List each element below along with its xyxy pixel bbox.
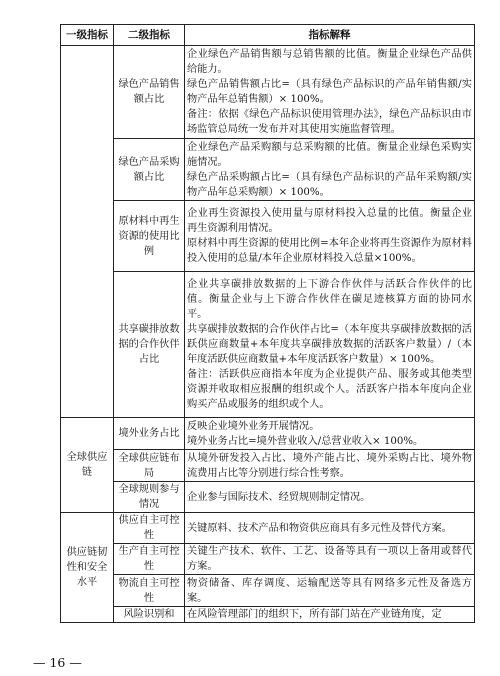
explanation-para: 物资储备、库存调度、运输配送等具有网络多元性及备选方案。: [187, 577, 472, 604]
table-row: [61, 139, 475, 201]
header-level1: 一级指标: [61, 25, 114, 46]
explanation-cell: [185, 513, 475, 544]
level2-cell: 境外业务占比: [114, 418, 185, 450]
explanation-para: 从境外研发投入占比、境外产能占比、境外采购占比、境外物流费用占比等分别进行综合性考察。: [187, 452, 472, 479]
indicator-table: [60, 24, 475, 623]
level2-cell: 风险识别和: [114, 607, 185, 623]
table-header-row: [61, 25, 475, 46]
explanation-cell: [185, 450, 475, 482]
level2-cell: 绿色产品销售额占比: [114, 46, 185, 139]
level1-cell: 全球供应链: [61, 418, 114, 513]
explanation-para: 关键生产技术、软件、工艺、设备等具有一项以上备用或替代方案。: [187, 546, 472, 572]
table-row: [61, 513, 475, 544]
table-row: [61, 201, 475, 272]
table-row: [61, 46, 475, 139]
level2-cell: 生产自主可控性: [114, 544, 185, 575]
explanation-cell: [185, 607, 475, 623]
explanation-cell: [185, 482, 475, 513]
explanation-cell: [185, 46, 475, 139]
level1-cell: [61, 46, 114, 418]
header-explanation: 指标解释: [185, 25, 475, 46]
explanation-cell: [185, 139, 475, 201]
level2-cell: 共享碳排放数据的合作伙伴占比: [114, 272, 185, 418]
level2-cell: 绿色产品采购额占比: [114, 139, 185, 201]
explanation-para: 关键原料、技术产品和物资供应商具有多元性及替代方案。: [187, 522, 452, 534]
explanation-cell: [185, 272, 475, 418]
page-number: — 16 —: [33, 655, 82, 670]
explanation-cell: [185, 418, 475, 450]
explanation-para: 绿色产品采购额占比=（具有绿色产品标识的产品年采购额/实物产品年总采购额）× 100%。: [187, 171, 472, 198]
table-row: [61, 450, 475, 482]
table-row: [61, 544, 475, 575]
level2-cell: 物流自主可控性: [114, 575, 185, 607]
explanation-para: 备注：依据《绿色产品标识使用管理办法》，绿色产品标识由市场监管总局统一发布并对其使用实施监督管理。: [187, 109, 472, 135]
explanation-cell: [185, 201, 475, 272]
explanation-para: 备注：活跃供应商指本年度为企业提供产品、服务或其他类型资源并收取相应报酬的组织或个人。活跃客户指本年度向企业购买产品或服务的组织或个人。: [187, 369, 472, 410]
explanation-para: 企业共享碳排放数据的上下游合作伙伴与活跃合作伙伴的比值。衡量企业与上下游合作伙伴在碳足迹核算方面的协同水平。: [187, 279, 472, 320]
level2-cell: 原材料中再生资源的使用比例: [114, 201, 185, 272]
level1-cell: 供应链韧性和安全水平: [61, 513, 114, 623]
table-row: [61, 607, 475, 623]
explanation-cell: [185, 544, 475, 575]
explanation-para: 企业绿色产品销售额与总销售额的比值。衡量企业绿色产品供给能力。: [187, 49, 472, 75]
explanation-cell: [185, 575, 475, 607]
table-row: [61, 482, 475, 513]
explanation-para: 企业绿色产品采购额与总采购额的比值。衡量企业绿色采购实施情况。: [187, 141, 472, 168]
header-level2: 二级指标: [114, 25, 185, 46]
explanation-para: 企业再生资源投入使用量与原材料投入总量的比值。衡量企业再生资源利用情况。: [187, 208, 472, 234]
explanation-para: 企业参与国际技术、经贸规则制定情况。: [187, 491, 371, 503]
table-row: [61, 418, 475, 450]
table-row: [61, 575, 475, 607]
level2-cell: 全球规则参与情况: [114, 482, 185, 513]
table-row: [61, 272, 475, 418]
level2-cell: 全球供应链布局: [114, 450, 185, 482]
explanation-para: 在风险管理部门的组织下，所有部门站在产业链角度，定: [187, 609, 442, 620]
explanation-para: 绿色产品销售额占比=（具有绿色产品标识的产品年销售额/实物产品年总销售额）× 100%。: [187, 79, 472, 105]
explanation-para: 反映企业境外业务开展情况。: [187, 420, 320, 432]
explanation-para: 原材料中再生资源的使用比例=本年企业将再生资源作为原材料投入使用的总量/本年企业原材料投入总量×100%。: [187, 238, 472, 264]
explanation-para: 境外业务占比=境外营业收入/总营业收入× 100%。: [187, 435, 424, 447]
level2-cell: 供应自主可控性: [114, 513, 185, 544]
explanation-para: 共享碳排放数据的合作伙伴占比=（本年度共享碳排放数据的活跃供应商数量+本年度共享碳排放数据的活跃客户数量）/（本年度活跃供应商数量+本年度活跃客户数量）× 100%。: [187, 324, 472, 365]
